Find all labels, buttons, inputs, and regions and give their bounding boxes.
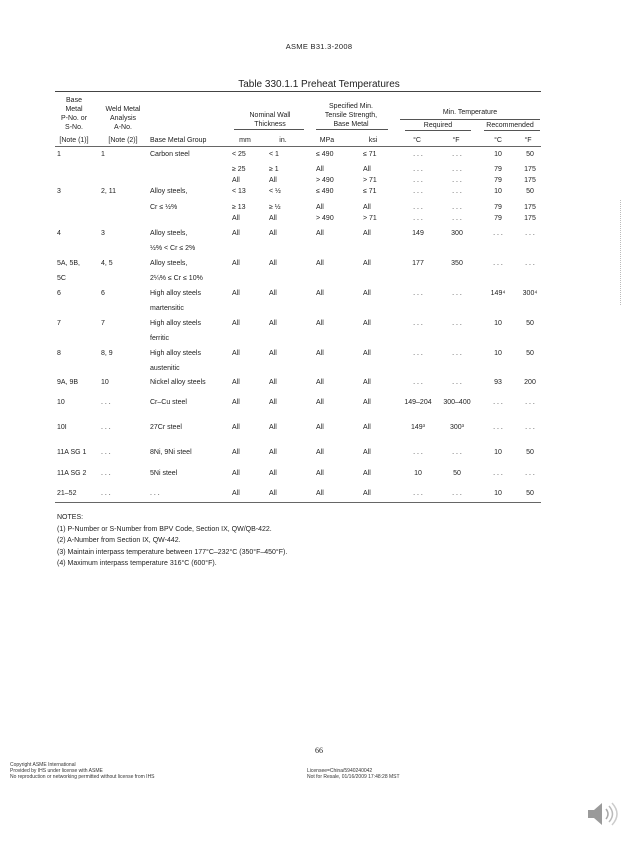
cell-required-c: 149–204 [404,399,432,406]
note-1: (1) P-Number or S-Number from BPV Code, Section IX, QW/QB-422. [57,525,272,533]
cell-required-f: 50 [453,470,461,477]
col-base-metal-header: Base Metal P-No. or S-No. [60,97,88,131]
cell-recommended-c: 79 [494,177,502,184]
cell-base-metal-group: Alloy steels, [150,230,188,237]
cell-tensile-mpa: All [316,230,324,237]
running-header: ASME B31.3-2008 [285,42,353,51]
cell-required-f: . . . [452,188,462,195]
cell-required-c: . . . [413,204,423,211]
cell-tensile-mpa: ≤ 490 [316,188,334,195]
cell-wall-mm: All [232,399,240,406]
cell-required-c: . . . [413,215,423,222]
cell-wall-in: All [269,399,277,406]
cell-base-metal-group: Alloy steels, [150,260,188,267]
cell-weld-metal: 4, 5 [101,260,113,267]
cell-wall-mm: All [232,320,240,327]
cell-weld-metal: . . . [101,424,111,431]
cell-required-c: . . . [413,350,423,357]
cell-base-metal-group: 27Cr steel [150,424,182,431]
cell-base-metal-group: Nickel alloy steels [150,379,206,386]
unit-ksi: ksi [368,137,378,144]
cell-required-f: . . . [452,177,462,184]
cell-recommended-f: 50 [526,320,534,327]
cell-base-metal-group: Cr ≤ ½% [150,204,178,211]
cell-base-metal-group: martensitic [150,305,184,312]
cell-base-metal: 11A SG 2 [57,470,87,477]
cell-tensile-ksi: All [363,290,371,297]
table-title: Table 330.1.1 Preheat Temperatures [238,79,400,90]
cell-wall-mm: All [232,470,240,477]
unit-req-f: °F [452,137,460,144]
cell-base-metal: 21–52 [57,490,77,497]
recommended-underline [484,130,540,131]
cell-tensile-ksi: ≤ 71 [363,188,377,195]
table-bottom-rule [55,502,541,503]
cell-required-c: . . . [413,151,423,158]
col-recommended-header: Recommended [486,122,534,129]
cell-required-f: 300 [451,230,463,237]
cell-tensile-mpa: All [316,449,324,456]
cell-tensile-mpa: > 490 [316,177,334,184]
unit-in: in. [279,137,287,144]
cell-recommended-f: 200 [524,379,536,386]
cell-wall-mm: All [232,230,240,237]
cell-base-metal: 3 [57,188,61,195]
unit-mm: mm [239,137,251,144]
cell-wall-mm: All [232,215,240,222]
tensile-underline [316,129,388,130]
cell-base-metal: 1 [57,151,61,158]
col-nominal-wall-header: Nominal Wall Thickness [249,112,291,128]
cell-wall-mm: All [232,177,240,184]
cell-recommended-f: 50 [526,188,534,195]
required-underline [405,130,471,131]
cell-recommended-c: . . . [493,260,503,267]
cell-base-metal: 4 [57,230,61,237]
note-4: (4) Maximum interpass temperature 316°C (600°F). [57,560,217,567]
cell-base-metal: 5A, 5B, [57,260,80,267]
cell-base-metal: 7 [57,320,61,327]
cell-base-metal-group: . . . [150,490,160,497]
min-temperature-underline [400,119,540,120]
cell-wall-in: All [269,490,277,497]
cell-wall-mm: ≥ 25 [232,166,246,173]
cell-wall-in: All [269,290,277,297]
cell-recommended-c: 149⁴ [490,290,506,297]
cell-tensile-ksi: All [363,379,371,386]
cell-wall-mm: All [232,290,240,297]
cell-recommended-c: 10 [494,151,502,158]
cell-required-f: . . . [452,320,462,327]
col-weld-note: [Note (2)] [108,137,138,144]
footer-license: Licensee=China/5940240042 Not for Resale, 01/16/2009 17:48:28 MST [307,768,400,780]
cell-tensile-ksi: > 71 [363,215,377,222]
cell-base-metal: 10 [57,399,65,406]
unit-rec-c: °C [494,137,502,144]
cell-recommended-f: 175 [524,166,536,173]
cell-wall-in: All [269,215,277,222]
cell-required-c: . . . [413,449,423,456]
cell-required-c: . . . [413,379,423,386]
cell-required-c: 177 [412,260,424,267]
footer-copyright: Copyright ASME International Provided by IHS under license with ASME No reproduction or networking permitted without license from IHS [10,762,155,780]
cell-base-metal: 11A SG 1 [57,449,87,456]
cell-recommended-c: 10 [494,320,502,327]
cell-required-c: . . . [413,290,423,297]
cell-wall-mm: All [232,449,240,456]
note-3: (3) Maintain interpass temperature between 177°C–232°C (350°F–450°F). [57,548,288,556]
cell-recommended-c: . . . [493,424,503,431]
cell-tensile-ksi: All [363,449,371,456]
cell-tensile-ksi: All [363,166,371,173]
cell-base-metal: 6 [57,290,61,297]
cell-tensile-mpa: All [316,290,324,297]
cell-tensile-ksi: All [363,204,371,211]
unit-rec-f: °F [524,137,532,144]
cell-wall-in: All [269,350,277,357]
cell-recommended-c: 79 [494,215,502,222]
cell-base-metal-group: High alloy steels [150,320,201,327]
cell-weld-metal: . . . [101,490,111,497]
cell-tensile-ksi: All [363,399,371,406]
col-weld-metal-header: Weld Metal Analysis A-No. [105,106,141,131]
cell-tensile-mpa: All [316,424,324,431]
table-top-rule [55,91,541,92]
cell-tensile-ksi: All [363,490,371,497]
cell-base-metal-group: Alloy steels, [150,188,188,195]
cell-required-f: . . . [452,290,462,297]
notes-heading: NOTES: [57,514,84,521]
cell-weld-metal: 7 [101,320,105,327]
cell-recommended-f: 175 [524,204,536,211]
cell-required-f: 350 [451,260,463,267]
cell-tensile-mpa: All [316,490,324,497]
cell-required-c: . . . [413,320,423,327]
cell-base-metal: 10I [57,424,67,431]
cell-recommended-c: 10 [494,350,502,357]
cell-required-c: 149³ [410,424,425,431]
cell-recommended-c: 10 [494,490,502,497]
cell-tensile-mpa: All [316,204,324,211]
cell-base-metal-group: Cr–Cu steel [150,399,187,406]
unit-mpa: MPa [319,137,335,144]
cell-weld-metal: 3 [101,230,105,237]
cell-base-metal-group: High alloy steels [150,290,201,297]
cell-weld-metal: 1 [101,151,105,158]
cell-tensile-mpa: All [316,470,324,477]
col-tensile-header: Specified Min. Tensile Strength, Base Metal [324,103,378,128]
cell-base-metal-group: 2¼% ≤ Cr ≤ 10% [150,275,203,282]
nominal-wall-underline [234,129,304,130]
cell-required-f: . . . [452,204,462,211]
cell-wall-mm: All [232,424,240,431]
cell-wall-mm: < 13 [232,188,246,195]
cell-required-f: . . . [452,215,462,222]
cell-wall-in: ≥ 1 [269,166,279,173]
cell-wall-in: < ½ [269,188,281,195]
cell-required-c: . . . [413,166,423,173]
cell-base-metal-group: ½% < Cr ≤ 2% [150,245,196,252]
cell-base-metal-group: High alloy steels [150,350,201,357]
table-header-rule [55,146,541,147]
cell-required-f: . . . [452,350,462,357]
cell-tensile-mpa: All [316,379,324,386]
cell-wall-in: All [269,424,277,431]
cell-recommended-f: 175 [524,177,536,184]
cell-required-c: . . . [413,490,423,497]
cell-weld-metal: 6 [101,290,105,297]
cell-base-metal: 8 [57,350,61,357]
cell-weld-metal: 10 [101,379,109,386]
cell-recommended-f: . . . [525,470,535,477]
cell-base-metal-group: Carbon steel [150,151,190,158]
page-number: 66 [315,746,323,755]
cell-recommended-f: 175 [524,215,536,222]
cell-required-c: . . . [413,177,423,184]
cell-required-c: . . . [413,188,423,195]
cell-tensile-ksi: All [363,350,371,357]
cell-tensile-ksi: > 71 [363,177,377,184]
cell-tensile-ksi: All [363,230,371,237]
cell-wall-in: All [269,470,277,477]
cell-recommended-c: 10 [494,188,502,195]
cell-recommended-c: 79 [494,166,502,173]
cell-weld-metal: 2, 11 [101,188,117,195]
cell-tensile-ksi: ≤ 71 [363,151,377,158]
cell-wall-in: All [269,230,277,237]
cell-base-metal-group: ferritic [150,335,170,342]
cell-tensile-mpa: All [316,260,324,267]
cell-recommended-f: 50 [526,151,534,158]
cell-base-metal-group: austenitic [150,365,180,372]
cell-recommended-f: . . . [525,424,535,431]
cell-tensile-mpa: All [316,399,324,406]
speaker-icon[interactable] [585,800,619,828]
cell-wall-in: All [269,449,277,456]
cell-recommended-c: . . . [493,399,503,406]
cell-tensile-mpa: > 490 [316,215,334,222]
cell-recommended-f: 50 [526,490,534,497]
cell-base-metal-group: 8Ni, 9Ni steel [150,449,192,456]
cell-tensile-mpa: ≤ 490 [316,151,334,158]
cell-tensile-ksi: All [363,320,371,327]
cell-weld-metal: . . . [101,470,111,477]
cell-weld-metal: . . . [101,449,111,456]
cell-required-f: . . . [452,151,462,158]
cell-required-f: 300–400 [443,399,471,406]
cell-base-metal: 5C [57,275,66,282]
cell-wall-mm: All [232,379,240,386]
cell-required-f: . . . [452,166,462,173]
cell-wall-in: ≥ ½ [269,204,281,211]
cell-wall-mm: < 25 [232,151,246,158]
cell-required-c: 149 [412,230,424,237]
cell-weld-metal: . . . [101,399,111,406]
cell-recommended-c: . . . [493,470,503,477]
cell-wall-mm: ≥ 13 [232,204,246,211]
table-notes [57,512,287,570]
cell-wall-mm: All [232,260,240,267]
cell-required-f: . . . [452,490,462,497]
cell-recommended-f: 50 [526,449,534,456]
cell-wall-in: All [269,379,277,386]
cell-wall-in: All [269,320,277,327]
cell-recommended-c: 79 [494,204,502,211]
cell-tensile-mpa: All [316,350,324,357]
cell-wall-in: All [269,260,277,267]
cell-required-f: . . . [452,379,462,386]
cell-recommended-f: . . . [525,260,535,267]
cell-wall-in: All [269,177,277,184]
side-watermark [620,200,625,305]
cell-base-metal-group: 5Ni steel [150,470,178,477]
cell-tensile-mpa: All [316,320,324,327]
cell-recommended-c: 93 [494,379,502,386]
cell-weld-metal: 8, 9 [101,350,113,357]
cell-tensile-ksi: All [363,424,371,431]
unit-req-c: °C [413,137,421,144]
cell-tensile-ksi: All [363,470,371,477]
cell-recommended-f: . . . [525,399,535,406]
cell-wall-in: < 1 [269,151,279,158]
cell-recommended-f: . . . [525,230,535,237]
cell-base-metal: 9A, 9B [57,379,79,386]
col-base-metal-group-header: Base Metal Group [150,137,207,144]
cell-wall-mm: All [232,350,240,357]
cell-tensile-mpa: All [316,166,324,173]
cell-required-c: 10 [414,470,422,477]
cell-required-f: . . . [452,449,462,456]
note-2: (2) A-Number from Section IX, QW-442. [57,537,181,544]
cell-recommended-c: 10 [494,449,502,456]
cell-required-f: 300³ [449,424,464,431]
cell-tensile-ksi: All [363,260,371,267]
col-base-note: [Note (1)] [59,137,89,144]
col-min-temperature-header: Min. Temperature [442,109,498,116]
cell-wall-mm: All [232,490,240,497]
cell-recommended-c: . . . [493,230,503,237]
cell-recommended-f: 50 [526,350,534,357]
col-required-header: Required [423,122,453,129]
cell-recommended-f: 300⁴ [522,290,538,297]
